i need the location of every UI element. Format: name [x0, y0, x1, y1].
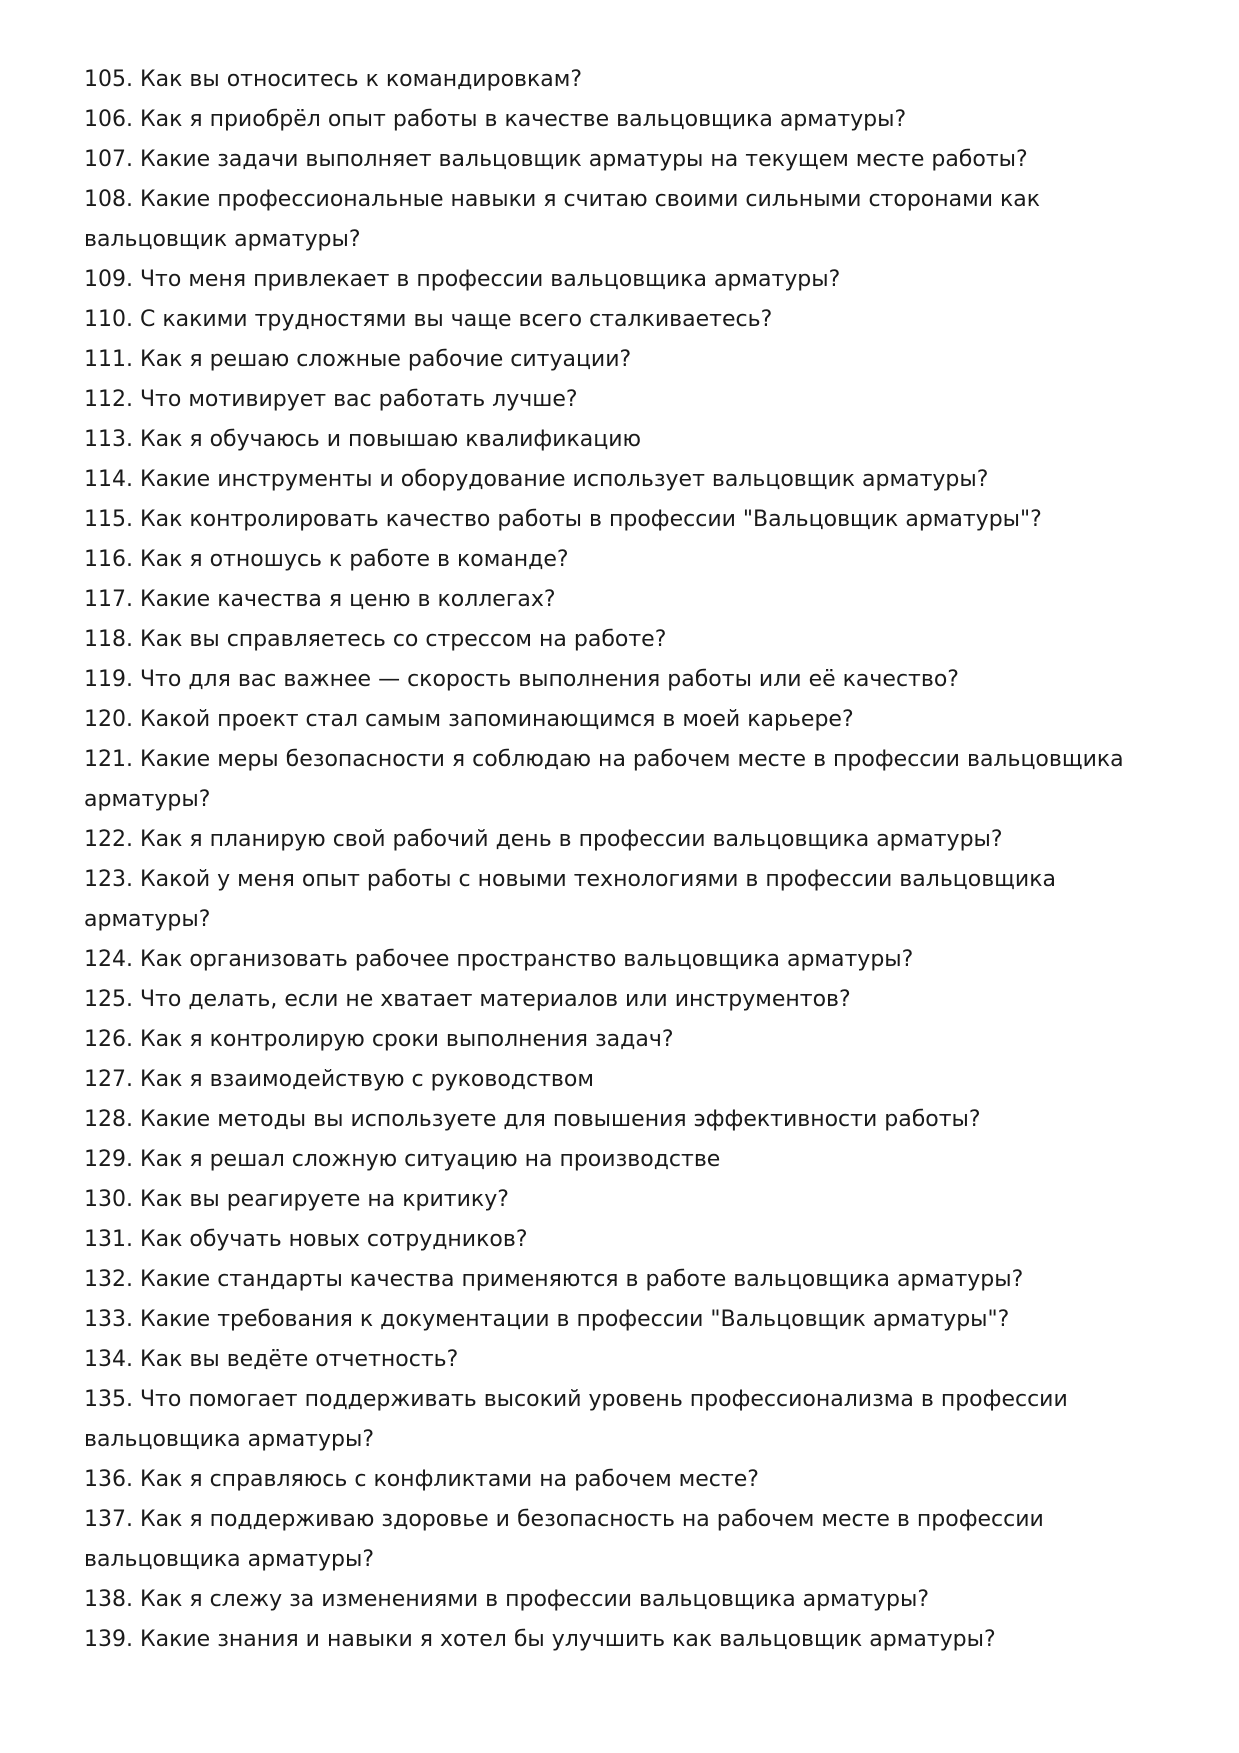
question-item: 139. Какие знания и навыки я хотел бы улучшить как вальцовщик арматуры?: [84, 1627, 996, 1652]
question-item: 131. Как обучать новых сотрудников?: [84, 1227, 528, 1252]
question-item: 128. Какие методы вы используете для повышения эффективности работы?: [84, 1107, 981, 1132]
question-item: 133. Какие требования к документации в профессии "Вальцовщик арматуры"?: [84, 1307, 1010, 1332]
question-item: 110. С какими трудностями вы чаще всего сталкиваетесь?: [84, 307, 773, 332]
question-item: 127. Как я взаимодействую с руководством: [84, 1067, 594, 1092]
question-item: 122. Как я планирую свой рабочий день в профессии вальцовщика арматуры?: [84, 827, 1003, 852]
question-item: 112. Что мотивирует вас работать лучше?: [84, 387, 578, 412]
question-item: 114. Какие инструменты и оборудование использует вальцовщик арматуры?: [84, 467, 989, 492]
question-item: 120. Какой проект стал самым запоминающимся в моей карьере?: [84, 707, 854, 732]
question-item: 121. Какие меры безопасности я соблюдаю на рабочем месте в профессии вальцовщика арматуры?: [84, 747, 1124, 812]
question-item: 107. Какие задачи выполняет вальцовщик арматуры на текущем месте работы?: [84, 147, 1028, 172]
question-item: 132. Какие стандарты качества применяются в работе вальцовщика арматуры?: [84, 1267, 1024, 1292]
question-item: 105. Как вы относитесь к командировкам?: [84, 67, 583, 92]
question-item: 136. Как я справляюсь с конфликтами на рабочем месте?: [84, 1467, 759, 1492]
question-list: [84, 60, 1164, 1660]
question-item: 115. Как контролировать качество работы в профессии "Вальцовщик арматуры"?: [84, 507, 1042, 532]
question-item: 108. Какие профессиональные навыки я считаю своими сильными сторонами как вальцовщик арматуры?: [84, 187, 1041, 252]
question-item: 106. Как я приобрёл опыт работы в качестве вальцовщика арматуры?: [84, 107, 907, 132]
question-item: 138. Как я слежу за изменениями в профессии вальцовщика арматуры?: [84, 1587, 930, 1612]
question-item: 116. Как я отношусь к работе в команде?: [84, 547, 569, 572]
question-item: 125. Что делать, если не хватает материалов или инструментов?: [84, 987, 851, 1012]
question-item: 134. Как вы ведёте отчетность?: [84, 1347, 459, 1372]
question-item: 124. Как организовать рабочее пространство вальцовщика арматуры?: [84, 947, 914, 972]
question-item: 119. Что для вас важнее — скорость выполнения работы или её качество?: [84, 667, 959, 692]
question-item: 109. Что меня привлекает в профессии вальцовщика арматуры?: [84, 267, 841, 292]
question-item: 129. Как я решал сложную ситуацию на производстве: [84, 1147, 721, 1172]
question-item: 126. Как я контролирую сроки выполнения задач?: [84, 1027, 674, 1052]
question-item: 137. Как я поддерживаю здоровье и безопасность на рабочем месте в профессии вальцовщика арматуры?: [84, 1507, 1044, 1572]
question-item: 111. Как я решаю сложные рабочие ситуации?: [84, 347, 632, 372]
document-page: [84, 60, 1164, 1660]
question-item: 117. Какие качества я ценю в коллегах?: [84, 587, 556, 612]
question-item: 135. Что помогает поддерживать высокий уровень профессионализма в профессии вальцовщика арматуры?: [84, 1387, 1068, 1452]
question-item: 130. Как вы реагируете на критику?: [84, 1187, 509, 1212]
question-item: 118. Как вы справляетесь со стрессом на работе?: [84, 627, 667, 652]
question-item: 113. Как я обучаюсь и повышаю квалификацию: [84, 427, 642, 452]
question-item: 123. Какой у меня опыт работы с новыми технологиями в профессии вальцовщика арматуры?: [84, 867, 1056, 932]
